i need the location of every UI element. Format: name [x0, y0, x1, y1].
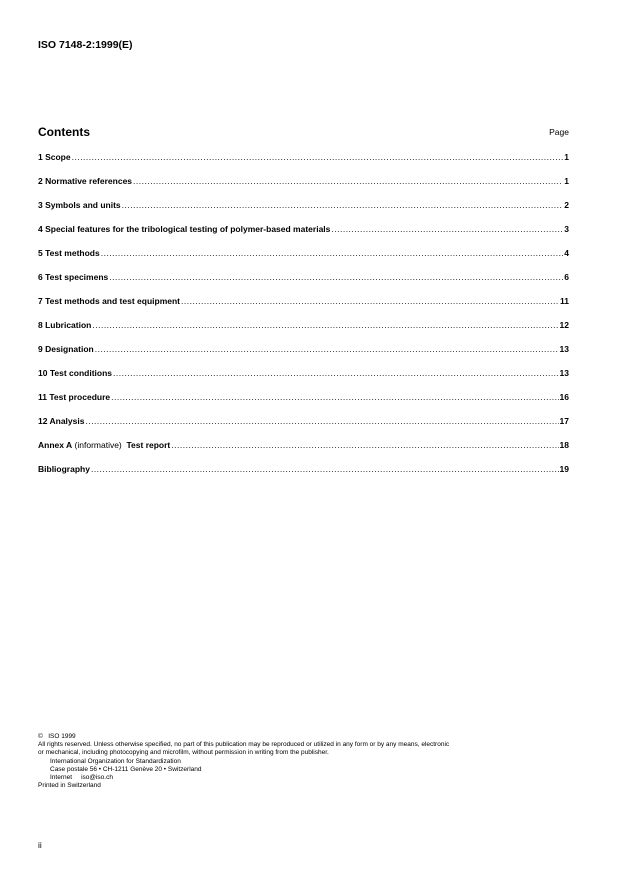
- dot-leader: [133, 176, 563, 186]
- dot-leader: [109, 272, 563, 282]
- organization-internet: Internet iso@iso.ch: [50, 774, 113, 782]
- dot-leader: [101, 248, 564, 258]
- page-number: ii: [38, 840, 42, 850]
- document-id: ISO 7148-2:1999(E): [38, 39, 133, 51]
- copyright-line: © ISO 1999: [38, 733, 76, 740]
- toc-entry-test-methods[interactable]: [38, 248, 569, 272]
- toc-entry-analysis[interactable]: [38, 416, 569, 440]
- page-column-label: Page: [549, 127, 569, 137]
- rights-line-1: All rights reserved. Unless otherwise specified, no part of this publication may be reproduced or utilized in any form or by any means, electronic: [38, 741, 450, 749]
- dot-leader: [331, 224, 563, 234]
- toc-page-number: 12: [559, 320, 569, 330]
- toc-page-number: 13: [559, 368, 569, 378]
- toc-entry-label: 2 Normative references: [38, 176, 133, 186]
- annex-informative-note: (informative): [72, 440, 127, 450]
- toc-entry-test-methods-and-equipment[interactable]: [38, 296, 569, 320]
- toc-entry-special-features[interactable]: [38, 224, 569, 248]
- dot-leader: [122, 200, 564, 210]
- toc-entry-label: 4 Special features for the tribological testing of polymer-based materials: [38, 224, 331, 234]
- toc-entry-test-procedure[interactable]: [38, 392, 569, 416]
- toc-page-number: 4: [564, 248, 569, 258]
- toc-entry-test-conditions[interactable]: [38, 368, 569, 392]
- annex-title: Test report: [126, 440, 171, 450]
- toc-entry-symbols-and-units[interactable]: [38, 200, 569, 224]
- organization-name: International Organization for Standardization: [50, 757, 181, 765]
- contents-heading: Contents: [38, 125, 90, 139]
- toc-page-number: 17: [559, 416, 569, 426]
- toc-entry-label: 12 Analysis: [38, 416, 85, 426]
- dot-leader: [72, 152, 564, 162]
- toc-page-number: 1: [564, 176, 569, 186]
- dot-leader: [181, 296, 559, 306]
- toc-entry-label: 6 Test specimens: [38, 272, 109, 282]
- toc-page-number: 2: [564, 200, 569, 210]
- toc-entry-label: 10 Test conditions: [38, 368, 112, 378]
- toc-page-number: 19: [559, 464, 569, 474]
- printed-in: Printed in Switzerland: [38, 782, 101, 790]
- toc-entry-normative-references[interactable]: [38, 176, 569, 200]
- table-of-contents: [38, 152, 569, 488]
- annex-prefix: Annex A: [38, 440, 73, 450]
- toc-page-number: 1: [564, 152, 569, 162]
- toc-entry-label: 9 Designation: [38, 344, 94, 354]
- toc-entry-scope[interactable]: [38, 152, 569, 176]
- toc-entry-label: 5 Test methods: [38, 248, 100, 258]
- organization-address: Case postale 56 • CH-1211 Genève 20 • Switzerland: [50, 765, 202, 773]
- toc-entry-label: 8 Lubrication: [38, 320, 92, 330]
- toc-page-number: 11: [560, 296, 569, 306]
- dot-leader: [95, 344, 559, 354]
- dot-leader: [113, 368, 559, 378]
- dot-leader: [91, 464, 559, 474]
- toc-page-number: 16: [559, 392, 569, 402]
- dot-leader: [111, 392, 558, 402]
- toc-entry-label: 11 Test procedure: [38, 392, 111, 402]
- toc-entry-label-group: [38, 440, 170, 450]
- toc-entry-annex-a[interactable]: [38, 440, 569, 464]
- toc-entry-label: Bibliography: [38, 464, 90, 474]
- toc-page-number: 6: [564, 272, 569, 282]
- copyright-notice: [38, 733, 578, 790]
- toc-entry-label: 3 Symbols and units: [38, 200, 121, 210]
- toc-page-number: 18: [559, 440, 569, 450]
- dot-leader: [92, 320, 558, 330]
- dot-leader: [171, 440, 558, 450]
- toc-page-number: 13: [559, 344, 569, 354]
- toc-entry-bibliography[interactable]: [38, 464, 569, 488]
- toc-entry-test-specimens[interactable]: [38, 272, 569, 296]
- toc-entry-label: 1 Scope: [38, 152, 71, 162]
- toc-page-number: 3: [564, 224, 569, 234]
- rights-line-2: or mechanical, including photocopying and microfilm, without permission in writing from the publisher.: [38, 749, 329, 757]
- toc-entry-designation[interactable]: [38, 344, 569, 368]
- toc-entry-lubrication[interactable]: [38, 320, 569, 344]
- dot-leader: [85, 416, 558, 426]
- toc-entry-label: 7 Test methods and test equipment: [38, 296, 181, 306]
